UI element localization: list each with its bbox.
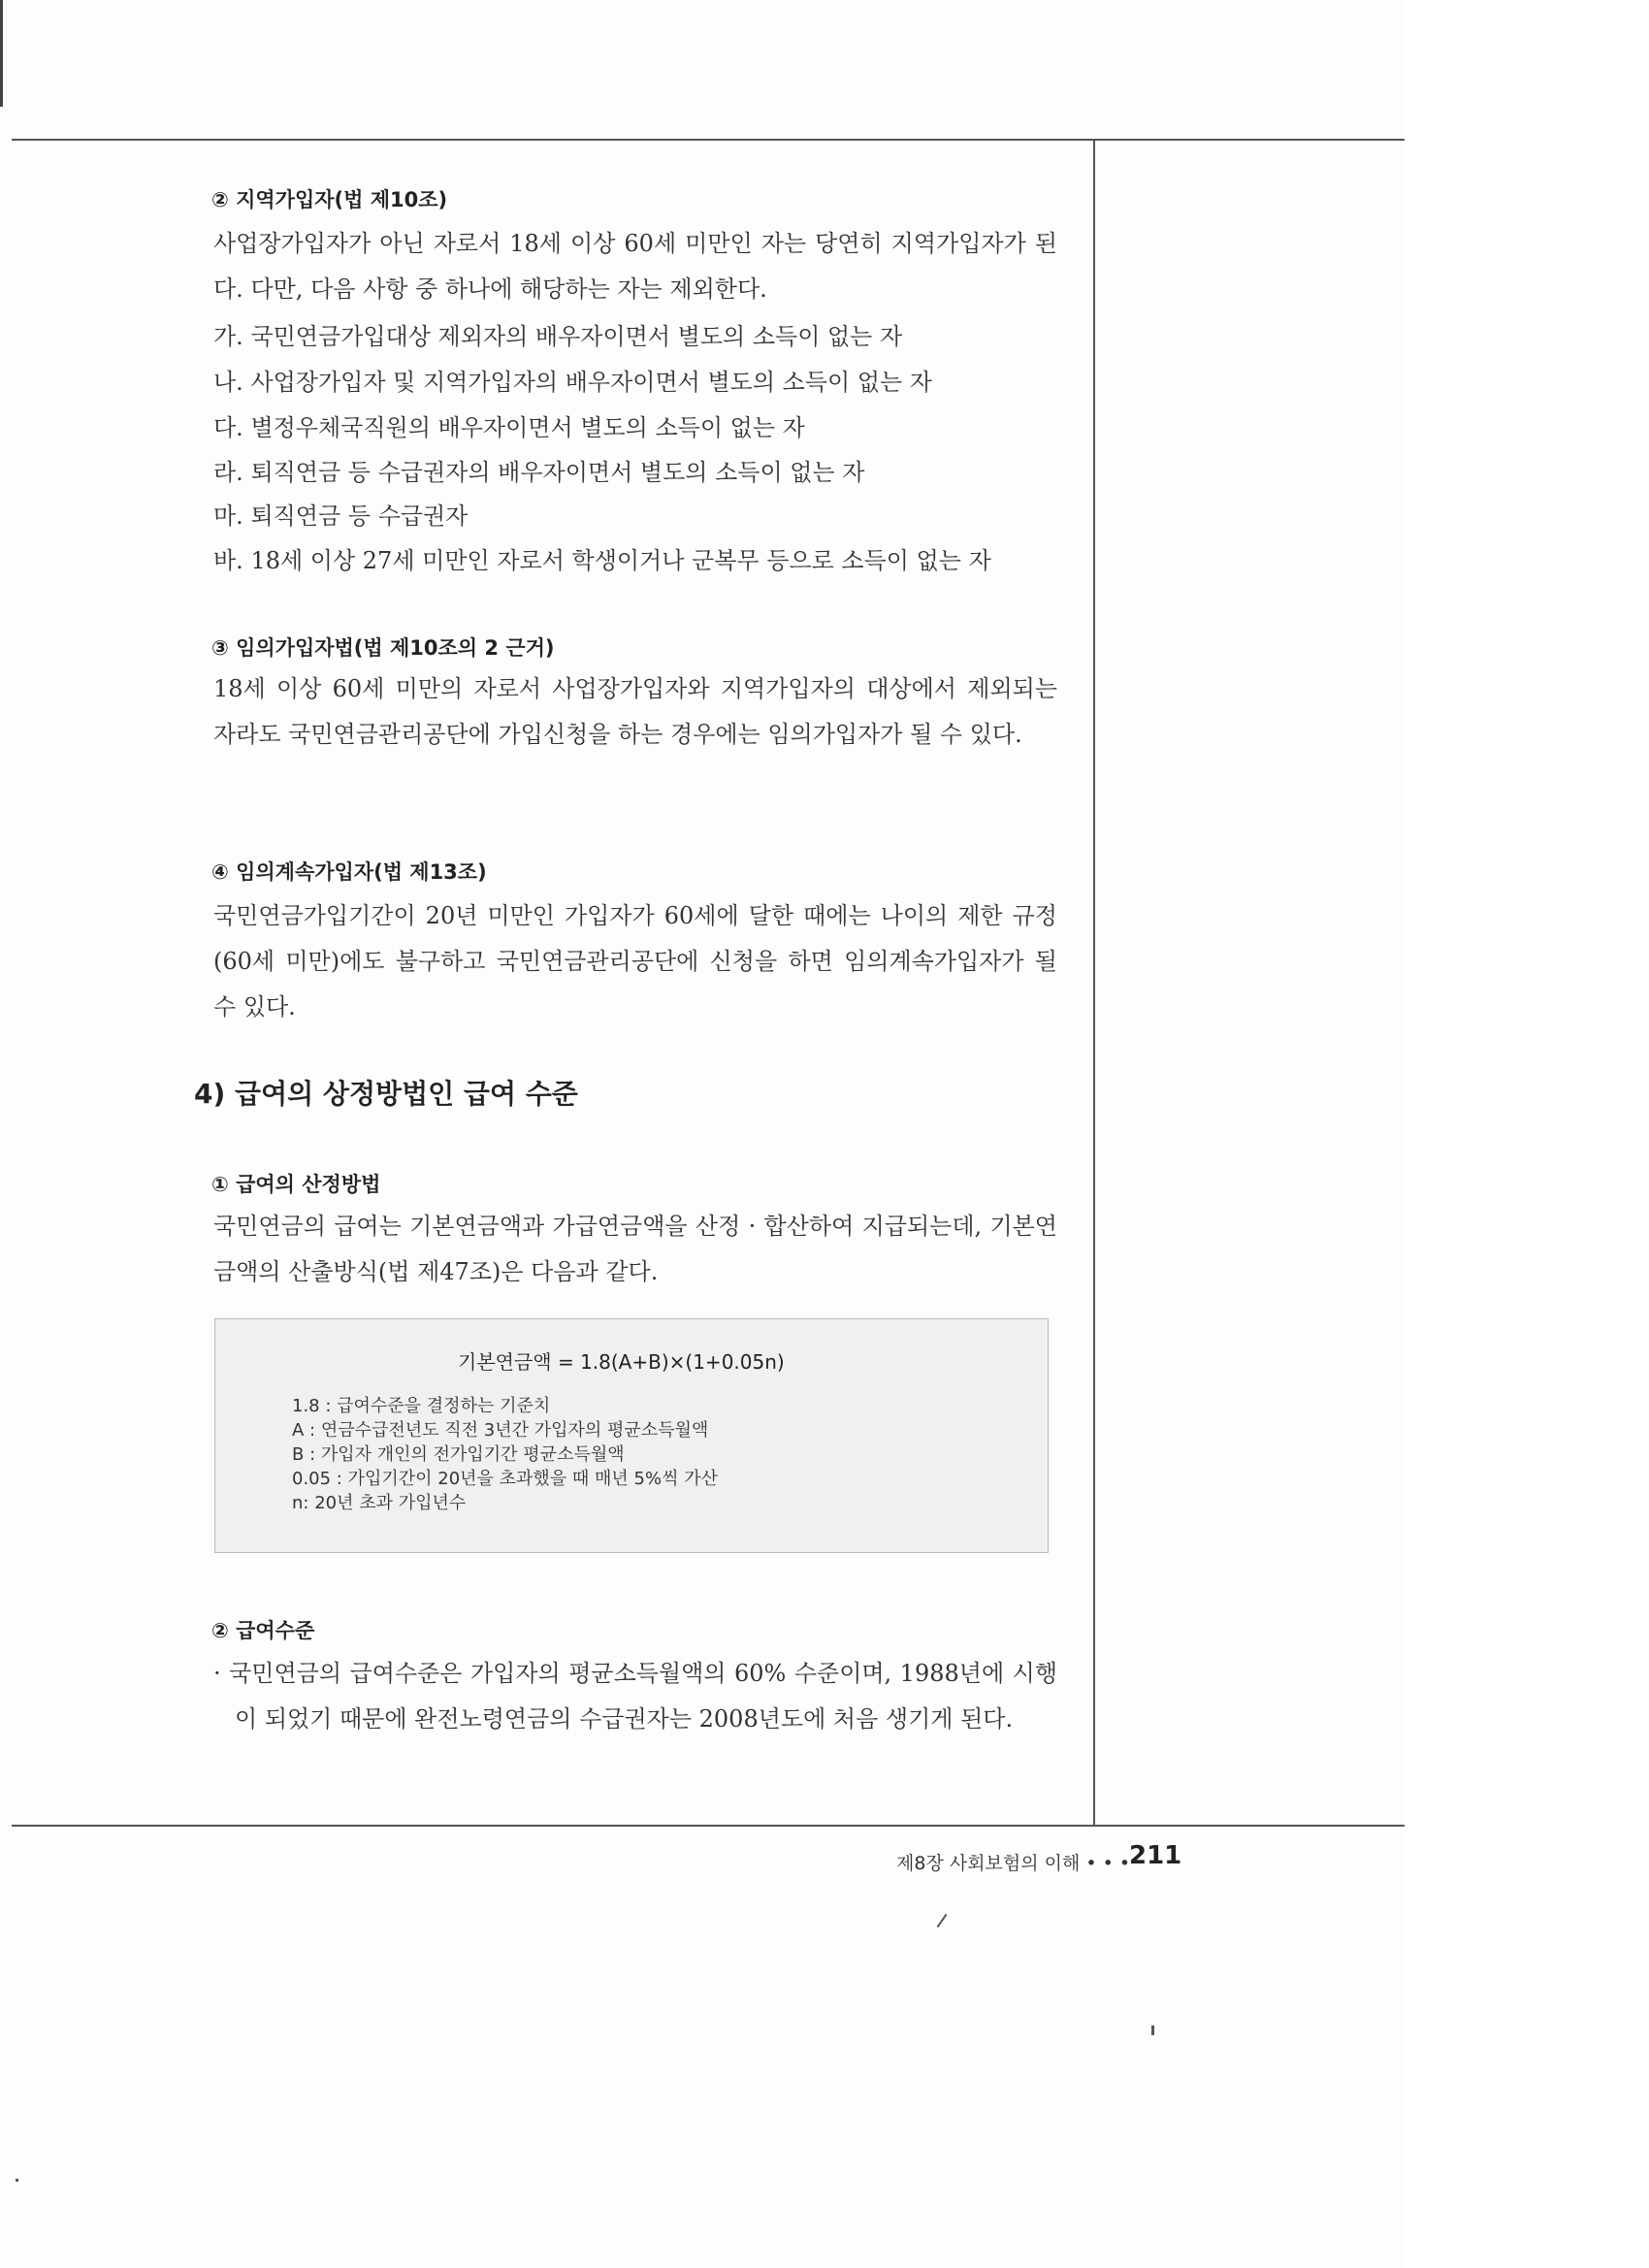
formula-definition: 1.8 : 급여수준을 결정하는 기준치 bbox=[292, 1396, 551, 1416]
formula-box bbox=[214, 1318, 1049, 1553]
binding-edge bbox=[0, 0, 12, 107]
scan-mark bbox=[1151, 2025, 1154, 2035]
section-heading-continued-subscriber: ④ 임의계속가입자(법 제13조) bbox=[211, 860, 487, 884]
scan-mark bbox=[16, 2179, 18, 2182]
chapter-heading: 4) 급여의 상정방법인 급여 수준 bbox=[194, 1078, 578, 1110]
list-item: 나. 사업장가입자 및 지역가입자의 배우자이면서 별도의 소득이 없는 자 bbox=[213, 369, 932, 396]
formula-definition: 0.05 : 가입기간이 20년을 초과했을 때 매년 5%씩 가산 bbox=[292, 1469, 718, 1489]
formula-definition: n: 20년 초과 가입년수 bbox=[292, 1493, 467, 1513]
section-body-continued-subscriber: 국민연금가입기간이 20년 미만인 가입자가 60세에 달한 때에는 나이의 제한 규정(60세 미만)에도 불구하고 국민연금관리공단에 신청을 하면 임의계속가입자가 될 수 있다. bbox=[213, 902, 1057, 1021]
formula-definition: B : 가입자 개인의 전가입기간 평균소득월액 bbox=[292, 1444, 625, 1465]
section-heading-benefit-level: ② 급여수준 bbox=[211, 1619, 315, 1642]
list-item: 다. 별정우체국직원의 배우자이면서 별도의 소득이 없는 자 bbox=[213, 414, 805, 441]
column-rule bbox=[1093, 139, 1095, 1827]
page-number: 211 bbox=[1129, 1841, 1182, 1870]
section-body-benefit-calculation: 국민연금의 급여는 기본연금액과 가급연금액을 산정 · 합산하여 지급되는데, 기본연금액의 산출방식(법 제47조)은 다음과 같다. bbox=[213, 1213, 1057, 1285]
top-rule bbox=[12, 139, 1405, 141]
section-body-voluntary-subscriber: 18세 이상 60세 미만의 자로서 사업장가입자와 지역가입자의 대상에서 제외되는 자라도 국민연금관리공단에 가입신청을 하는 경우에는 임의가입자가 될 수 있다. bbox=[213, 675, 1057, 748]
section-heading-benefit-calculation: ① 급여의 산정방법 bbox=[211, 1173, 381, 1196]
section-body-regional-subscriber: 사업장가입자가 아닌 자로서 18세 이상 60세 미만인 자는 당연히 지역가입자가 된다. 다만, 다음 사항 중 하나에 해당하는 자는 제외한다. bbox=[213, 230, 1057, 303]
list-item: 가. 국민연금가입대상 제외자의 배우자이면서 별도의 소득이 없는 자 bbox=[213, 323, 903, 350]
running-footer: 제8장 사회보험의 이해 • • • bbox=[896, 1853, 1131, 1874]
formula: 기본연금액 = 1.8(A+B)×(1+0.05n) bbox=[458, 1350, 785, 1374]
bottom-rule bbox=[12, 1825, 1405, 1827]
section-heading-voluntary-subscriber: ③ 임의가입자법(법 제10조의 2 근거) bbox=[211, 636, 555, 660]
list-item: 바. 18세 이상 27세 미만인 자로서 학생이거나 군복무 등으로 소득이 없는 자 bbox=[213, 547, 991, 574]
section-body-benefit-level: · 국민연금의 급여수준은 가입자의 평균소득월액의 60% 수준이며, 1988년에 시행이 되었기 때문에 완전노령연금의 수급권자는 2008년도에 처음 생기게 된다. bbox=[213, 1660, 1057, 1733]
list-item: 마. 퇴직연금 등 수급권자 bbox=[213, 502, 469, 530]
section-heading-regional-subscriber: ② 지역가입자(법 제10조) bbox=[211, 188, 448, 211]
page-margin bbox=[1405, 0, 1649, 2268]
list-item: 라. 퇴직연금 등 수급권자의 배우자이면서 별도의 소득이 없는 자 bbox=[213, 459, 865, 486]
formula-definition: A : 연금수급전년도 직전 3년간 가입자의 평균소득월액 bbox=[292, 1420, 709, 1441]
